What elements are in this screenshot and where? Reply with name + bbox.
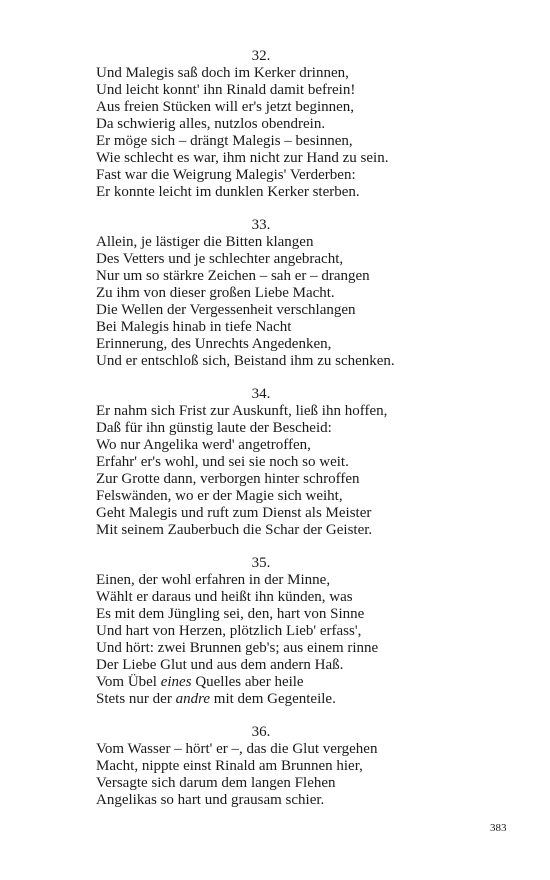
verse-text: Und leicht konnt' ihn Rinald damit befrein! [96,82,356,98]
verse-text: Daß für ihn günstig laute der Bescheid: [96,420,332,436]
verse-line [96,82,426,99]
verse-text: Fast war die Weigrung Malegis' Verderben: [96,167,356,183]
page-number: 383 [490,822,507,834]
stanza [96,555,426,708]
verse-line [96,775,426,792]
verse-line [96,792,426,809]
verse-text: Geht Malegis und ruft zum Dienst als Meister [96,505,372,521]
verse-line [96,420,426,437]
verse-text: Nur um so stärkre Zeichen – sah er – drangen [96,268,370,284]
verse-line [96,234,426,251]
verse-line [96,150,426,167]
verse-line [96,251,426,268]
stanza-number: 34. [251,386,271,402]
verse-line [96,184,426,201]
verse-line [96,65,426,82]
verse-text: Wie schlecht es war, ihm nicht zur Hand zu sein. [96,150,389,166]
verse-text: Einen, der wohl erfahren in der Minne, [96,572,331,588]
verse-line [96,99,426,116]
verse-line [96,640,426,657]
stanza-number: 35. [251,555,271,571]
verse-text: Quelles aber heile [191,674,304,690]
verse-line [96,488,426,505]
emphasized-word: andre [175,691,211,707]
verse-line [96,589,426,606]
verse-line [96,437,426,454]
verse-line [96,285,426,302]
verse-text: Er konnte leicht im dunklen Kerker sterben. [96,184,360,200]
verse-line [96,336,426,353]
verse-text: Und Malegis saß doch im Kerker drinnen, [96,65,349,81]
stanza [96,724,426,809]
stanza-number: 36. [251,724,271,740]
verse-text: Er möge sich – drängt Malegis – besinnen, [96,133,353,149]
verse-text: Erinnerung, des Unrechts Angedenken, [96,336,332,352]
verse-line [96,758,426,775]
stanza [96,386,426,539]
verse-text: Angelikas so hart und grausam schier. [96,792,325,808]
verse-line [96,522,426,539]
verse-text: Felswänden, wo er der Magie sich weiht, [96,488,343,504]
verse-line [96,167,426,184]
verse-text: Aus freien Stücken will er's jetzt beginnen, [96,99,355,115]
verse-line [96,606,426,623]
verse-text: Mit seinem Zauberbuch die Schar der Geister. [96,522,373,538]
verse-line [96,741,426,758]
verse-line [96,268,426,285]
verse-text: Vom Übel [96,674,161,690]
verse-line [96,572,426,589]
verse-line [96,319,426,336]
verse-text: Stets nur der [96,691,176,707]
verse-text: Versagte sich darum dem langen Flehen [96,775,336,791]
verse-text: Des Vetters und je schlechter angebracht, [96,251,344,267]
verse-line [96,403,426,420]
verse-line [96,454,426,471]
verse-line [96,505,426,522]
verse-line [96,691,426,708]
verse-text: Da schwierig alles, nutzlos obendrein. [96,116,326,132]
verse-text: Und hart von Herzen, plötzlich Lieb' erfass', [96,623,362,639]
stanza-number: 32. [251,48,271,64]
verse-text: Zur Grotte dann, verborgen hinter schroffen [96,471,360,487]
stanza [96,48,426,201]
verse-text: Allein, je lästiger die Bitten klangen [96,234,314,250]
verse-text: mit dem Gegenteile. [210,691,336,707]
verse-text: Zu ihm von dieser großen Liebe Macht. [96,285,335,301]
verse-line [96,116,426,133]
verse-text: Macht, nippte einst Rinald am Brunnen hier, [96,758,363,774]
verse-line [96,674,426,691]
stanza-number: 33. [251,217,271,233]
verse-text: Bei Malegis hinab in tiefe Nacht [96,319,292,335]
verse-text: Er nahm sich Frist zur Auskunft, ließ ihn hoffen, [96,403,388,419]
emphasized-word: eines [160,674,192,690]
verse-text: Wählt er daraus und heißt ihn künden, was [96,589,353,605]
verse-line [96,471,426,488]
verse-text: Und hört: zwei Brunnen geb's; aus einem rinne [96,640,379,656]
verse-line [96,302,426,319]
verse-text: Es mit dem Jüngling sei, den, hart von Sinne [96,606,365,622]
verse-line [96,353,426,370]
verse-text: Und er entschloß sich, Beistand ihm zu schenken. [96,353,395,369]
verse-text: Vom Wasser – hört' er –, das die Glut vergehen [96,741,378,757]
poem-text [96,48,426,809]
verse-line [96,623,426,640]
verse-text: Die Wellen der Vergessenheit verschlangen [96,302,356,318]
verse-text: Erfahr' er's wohl, und sei sie noch so weit. [96,454,349,470]
verse-line [96,133,426,150]
verse-line [96,657,426,674]
stanza [96,217,426,370]
verse-text: Wo nur Angelika werd' angetroffen, [96,437,311,453]
verse-text: Der Liebe Glut und aus dem andern Haß. [96,657,344,673]
